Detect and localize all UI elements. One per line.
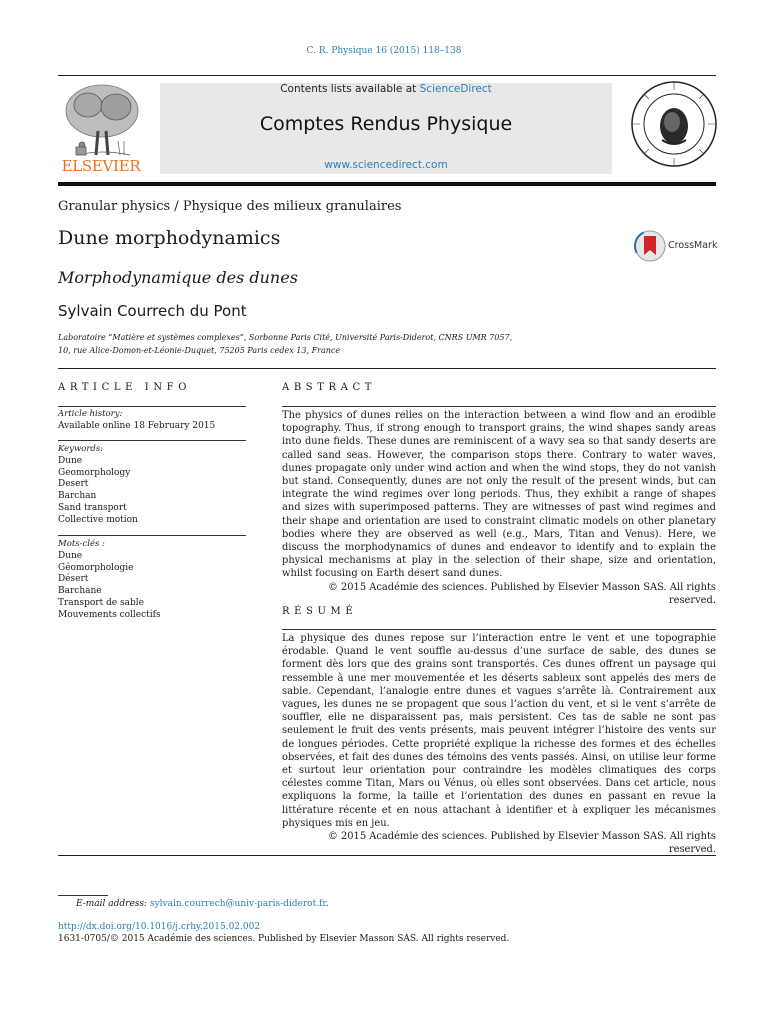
section-label: Granular physics / Physique des milieux granulaires bbox=[58, 199, 402, 214]
footnote-email bbox=[76, 899, 329, 909]
article-info-heading: ARTICLE INFO bbox=[58, 382, 192, 393]
author-affiliation bbox=[58, 331, 518, 357]
contents-availability bbox=[160, 83, 612, 95]
journal-header-box bbox=[160, 83, 612, 174]
keyword-item: Desert bbox=[58, 479, 89, 490]
resume-text: La physique des dunes repose sur l’interaction entre le vent et une topographie érodable. Quand le vent souffle au-dessus d’une surface de sable, des dunes se forment dès lors que des grains sont transportés. Ces dunes offrent un paysage qui ressemble à une mer mouvementée et les déserts sableux sont appelés des mers de sable. Cependant, l’analogie entre dunes et vagues s’arrête là. Contrairement aux vagues, les dunes ne se propagent que sous l’action du vent, et si le vent s’arrête de souffler, elle ne disparaissent pas, mais persistent. Ces tas de sable ne sont pas seulement le fruit des vents présents, mais peuvent intégrer l’histoire des vents sur de longues périodes. Cette propriété explique la richesse des formes et des échelles observées, et fait des dunes des témoins des vents passés. Ainsi, on utilise leur forme et surtout leur orientation pour contraindre les modèles climatiques des corps célestes comme Titan, Mars ou Vénus, où elles sont observées. Dans cet article, nous expliquons la forme, la taille et l’orientation des dunes en passant en revue la littérature récente et en nous attachant à identifier et à expliquer les mécanismes physiques mis en jeu. bbox=[282, 633, 716, 829]
resume-heading: RÉSUMÉ bbox=[282, 606, 358, 617]
journal-citation[interactable]: C. R. Physique 16 (2015) 118–138 bbox=[306, 46, 462, 56]
motscles-label: Mots-clés : bbox=[58, 539, 105, 549]
header-top-rule bbox=[58, 75, 716, 76]
affiliation-line-2: 10, rue Alice-Domon-et-Léonie-Duquet, 75205 Paris cedex 13, France bbox=[58, 346, 341, 355]
email-suffix: . bbox=[325, 899, 329, 909]
history-label: Article history: bbox=[58, 409, 123, 419]
abstract-copyright: © 2015 Académie des sciences. Published by Elsevier Masson SAS. All rights reserved. bbox=[327, 581, 716, 606]
motcle-item: Transport de sable bbox=[58, 597, 144, 608]
footnote-rule bbox=[58, 895, 108, 896]
article-history bbox=[58, 409, 246, 433]
history-value: Available online 18 February 2015 bbox=[58, 420, 216, 431]
abstract-rule bbox=[282, 406, 716, 407]
crossmark-badge[interactable] bbox=[634, 230, 720, 262]
content-bottom-rule bbox=[58, 855, 716, 856]
doi-link[interactable]: http://dx.doi.org/10.1016/j.crhy.2015.02.002 bbox=[58, 922, 261, 932]
email-link[interactable]: sylvain.courrech@univ-paris-diderot.fr bbox=[149, 899, 326, 909]
author-name: Sylvain Courrech du Pont bbox=[58, 302, 247, 320]
abstract-heading: ABSTRACT bbox=[282, 382, 376, 393]
elsevier-wordmark: ELSEVIER bbox=[61, 157, 141, 175]
issn-copyright-line: 1631-0705/© 2015 Académie des sciences. Published by Elsevier Masson SAS. All rights reserved. bbox=[58, 934, 510, 944]
keyword-item: Collective motion bbox=[58, 514, 138, 525]
section-divider-rule bbox=[58, 368, 716, 369]
motscles-block bbox=[58, 539, 246, 622]
abstract-text: The physics of dunes relies on the interaction between a wind flow and an erodible topography. Thus, if strong enough to transport grains, the wind shapes sandy areas into dune fields. These dunes are reminiscent of a wavy sea so that sandy deserts are called sand seas. However, the comparison stops there. Contrary to water waves, dunes propagate only under wind action and when the wind stops, they do not vanish but stand. Consequently, dunes are not only the result of the present winds, but can integrate the wind regimes over long periods. Thus, they exhibit a range of shapes and sizes with superimposed patterns. They are witnesses of past wind regimes and their shape and orientation are used to constraint climatic models on other planetary bodies where they are observed as well (e.g., Mars, Titan and Venus). Here, we discuss the morphodynamics of dunes and endeavor to identify and to explain the physical mechanisms at play in the selection of their shape, size and orientation, whilst focusing on Earth desert sand dunes. bbox=[282, 410, 716, 580]
resume-rule bbox=[282, 629, 716, 630]
info-rule-3 bbox=[58, 535, 246, 536]
sciencedirect-link[interactable]: ScienceDirect bbox=[419, 83, 492, 95]
motcle-item: Géomorphologie bbox=[58, 562, 134, 573]
motcle-item: Barchane bbox=[58, 586, 102, 597]
article-alt-title: Morphodynamique des dunes bbox=[58, 268, 298, 287]
contents-prefix: Contents lists available at bbox=[280, 83, 420, 95]
keyword-item: Geomorphology bbox=[58, 467, 131, 478]
crossmark-label: CrossMark bbox=[668, 240, 718, 251]
article-title: Dune morphodynamics bbox=[58, 227, 281, 249]
resume-copyright: © 2015 Académie des sciences. Published by Elsevier Masson SAS. All rights reserved. bbox=[327, 831, 716, 856]
abstract-body bbox=[282, 409, 716, 607]
keyword-item: Sand transport bbox=[58, 502, 127, 513]
motcle-item: Dune bbox=[58, 550, 83, 561]
affiliation-line-1: Laboratoire “Matière et systèmes complexes”, Sorbonne Paris Cité, Université Paris-Diderot, CNRS UMR 7057, bbox=[58, 333, 513, 342]
journal-url-link[interactable]: www.sciencedirect.com bbox=[324, 159, 448, 171]
crossmark-icon bbox=[634, 230, 666, 262]
institut-de-france-seal bbox=[628, 74, 720, 174]
header-bottom-rule bbox=[58, 182, 716, 186]
keyword-item: Barchan bbox=[58, 491, 97, 502]
info-rule-1 bbox=[58, 406, 246, 407]
motcle-item: Mouvements collectifs bbox=[58, 609, 161, 620]
keywords-label: Keywords: bbox=[58, 444, 104, 454]
resume-body bbox=[282, 632, 716, 856]
keyword-item: Dune bbox=[58, 455, 83, 466]
info-rule-2 bbox=[58, 440, 246, 441]
journal-title: Comptes Rendus Physique bbox=[259, 113, 513, 135]
keywords-block bbox=[58, 444, 246, 527]
email-label: E-mail address: bbox=[76, 899, 148, 909]
motcle-item: Désert bbox=[58, 574, 89, 585]
